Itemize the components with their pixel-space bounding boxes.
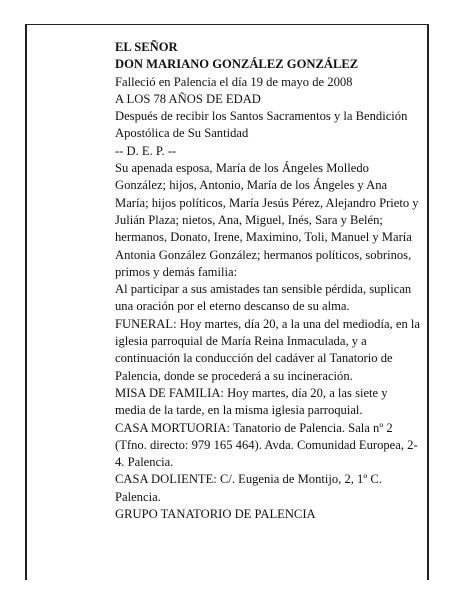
family-mass-paragraph: MISA DE FAMILIA: Hoy martes, día 20, a las siete y media de la tarde, en la misma iglesia parroquial. xyxy=(115,385,388,418)
mourning-house-paragraph: CASA DOLIENTE: C/. Eugenia de Montijo, 2, 1º C. Palencia. xyxy=(115,472,382,504)
notice-title-line1: EL SEÑOR xyxy=(115,40,178,54)
sacraments-paragraph: Después de recibir los Santos Sacramentos y la Bendición Apostólica de Su Santidad xyxy=(115,109,408,141)
funeral-paragraph: FUNERAL: Hoy martes, día 20, a la una del mediodía, en la iglesia parroquial de María Reina Inmaculada, y a continuación la conducción del cadáver al Tanatorio de Palencia, donde se procederá a su incineración. xyxy=(115,316,420,383)
family-paragraph: Su apenada esposa, María de los Ángeles Molledo González; hijos, Antonio, María de los Ángeles y Ana María; hijos políticos, María Jesús Pérez, Alejandro Prieto y Julián Plaza; nietos, Ana, Miguel, Inés, Sara y Belén; hermanos, Donato, Irene, Maximino, Toli, Manuel y María Antonia González González; hermanos políticos, sobrinos, primos y demás familia: xyxy=(115,161,419,279)
funeral-home-footer: GRUPO TANATORIO DE PALENCIA xyxy=(115,507,316,522)
mortuary-paragraph: CASA MORTUORIA: Tanatorio de Palencia. Sala nº 2 (Tfno. directo: 979 165 464). Avda. Comunidad Europea, 2-4. Palencia. xyxy=(115,420,418,470)
death-date-line: Falleció en Palencia el día 19 de mayo de 2008 xyxy=(115,74,353,89)
deceased-name: DON MARIANO GONZÁLEZ GONZÁLEZ xyxy=(115,57,359,72)
obituary-notice xyxy=(115,39,421,523)
age-line: A LOS 78 AÑOS DE EDAD xyxy=(115,91,261,106)
dep-line: -- D. E. P. -- xyxy=(115,143,177,158)
prayer-request-paragraph: Al participar a sus amistades tan sensible pérdida, suplican una oración por el eterno descanso de su alma. xyxy=(115,282,412,314)
